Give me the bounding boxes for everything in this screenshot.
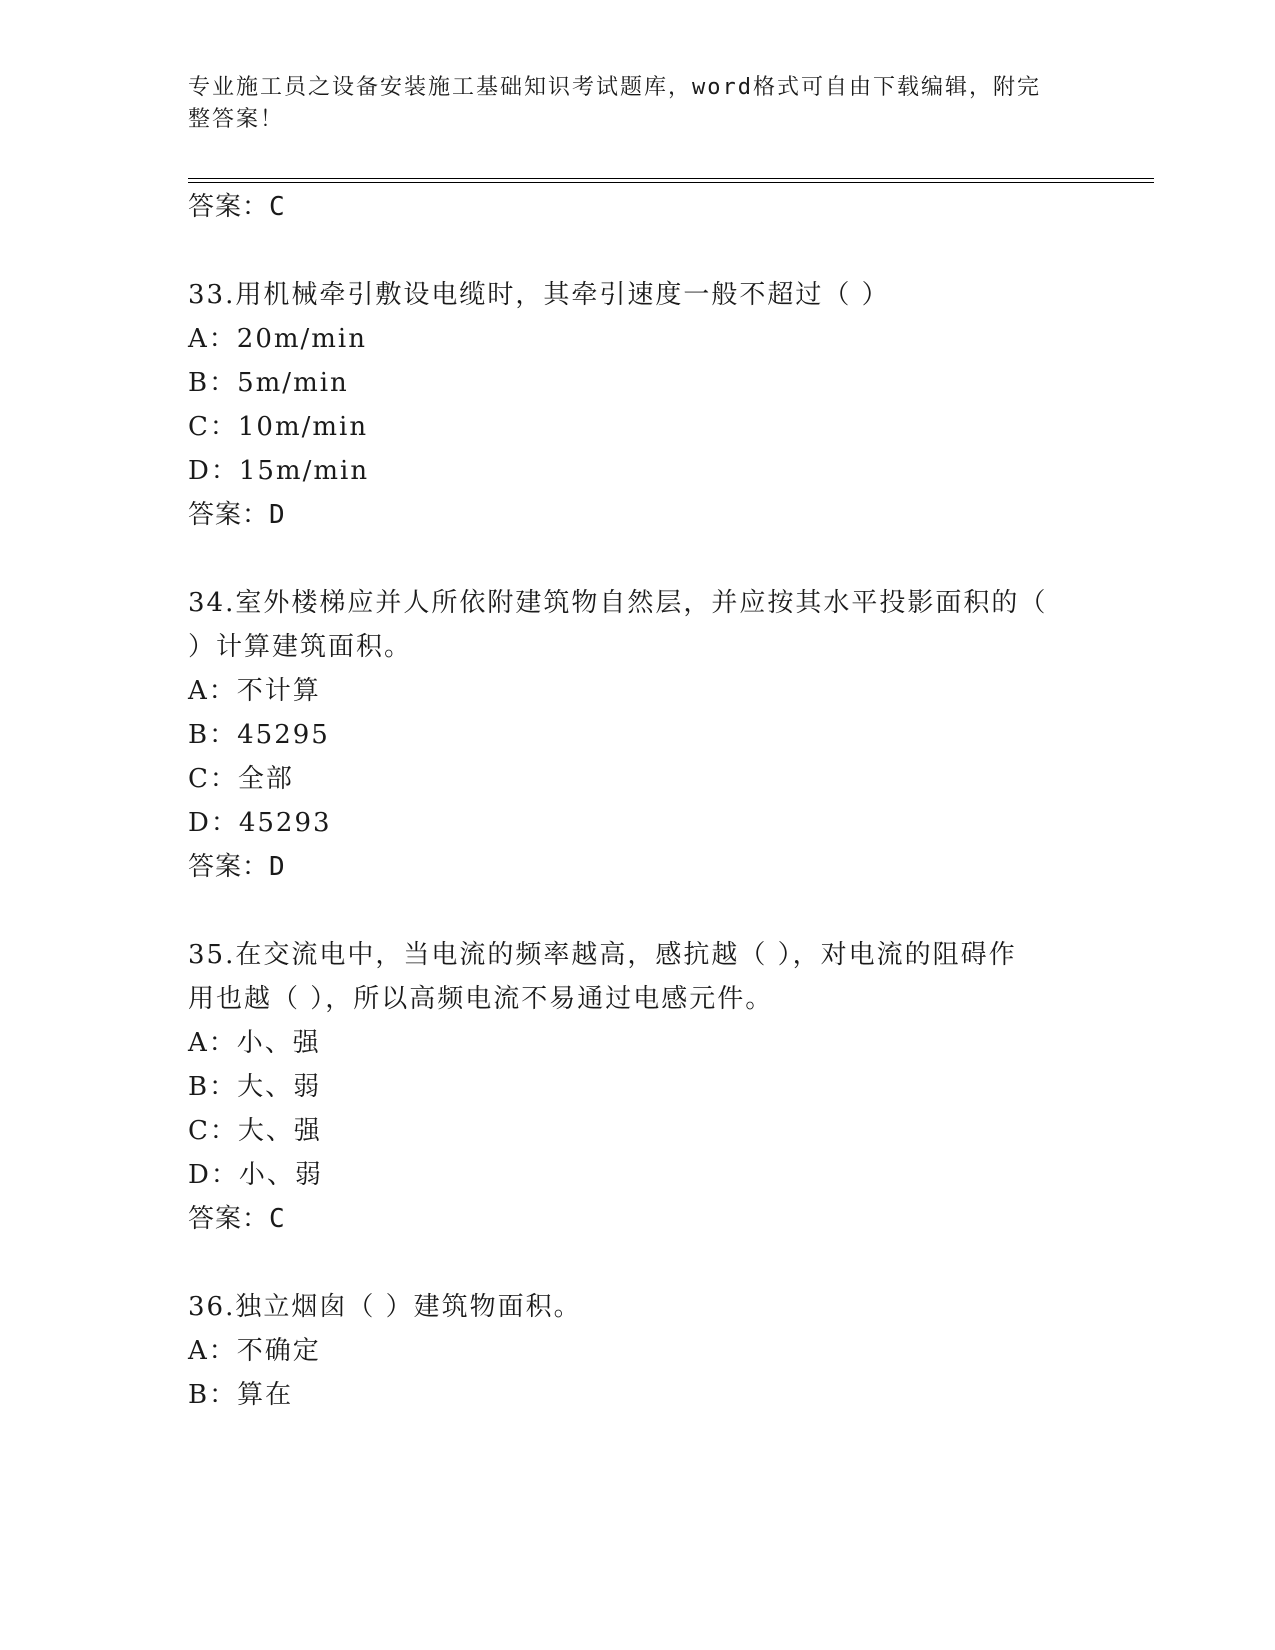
question-36-stem: 36.独立烟囱（ ）建筑物面积。 bbox=[188, 1292, 582, 1322]
question-35-option-c: C：大、强 bbox=[188, 1116, 322, 1146]
question-35-option-b: B：大、弱 bbox=[188, 1072, 322, 1102]
question-35-answer: 答案：C bbox=[188, 1204, 286, 1234]
question-33-answer: 答案：D bbox=[188, 500, 286, 530]
question-34-option-a: A：不计算 bbox=[188, 676, 321, 706]
question-33-stem: 33.用机械牵引敷设电缆时，其牵引速度一般不超过（ ） bbox=[188, 280, 890, 310]
question-33-option-b: B：5m/min bbox=[188, 368, 349, 398]
question-35-stem-line-2: 用也越（ ），所以高频电流不易通过电感元件。 bbox=[188, 984, 774, 1014]
question-34-option-d: D：45293 bbox=[188, 808, 332, 838]
document-header bbox=[188, 72, 1068, 136]
header-rule-top bbox=[188, 178, 1154, 179]
header-rule-bottom bbox=[188, 182, 1154, 183]
header-line-1: 专业施工员之设备安装施工基础知识考试题库，word格式可自由下载编辑，附完 bbox=[188, 75, 1041, 100]
question-34-stem-line-1: 34.室外楼梯应并人所依附建筑物自然层，并应按其水平投影面积的（ bbox=[188, 588, 1048, 618]
answer-line: 答案：C bbox=[188, 192, 286, 222]
question-36-option-a: A：不确定 bbox=[188, 1336, 321, 1366]
question-34-option-b: B：45295 bbox=[188, 720, 330, 750]
question-35-option-d: D：小、弱 bbox=[188, 1160, 323, 1190]
question-33-option-d: D：15m/min bbox=[188, 456, 370, 486]
question-34-answer: 答案：D bbox=[188, 852, 286, 882]
question-33-option-a: A：20m/min bbox=[188, 324, 367, 354]
header-line-2: 整答案！ bbox=[188, 107, 285, 132]
question-36-option-b: B：算在 bbox=[188, 1380, 294, 1410]
question-33-option-c: C：10m/min bbox=[188, 412, 369, 442]
question-35-stem-line-1: 35.在交流电中，当电流的频率越高，感抗越（ ），对电流的阻碍作 bbox=[188, 940, 1017, 970]
question-34-option-c: C：全部 bbox=[188, 764, 294, 794]
question-34-stem-line-2: ）计算建筑面积。 bbox=[188, 632, 413, 662]
question-35-option-a: A：小、强 bbox=[188, 1028, 321, 1058]
